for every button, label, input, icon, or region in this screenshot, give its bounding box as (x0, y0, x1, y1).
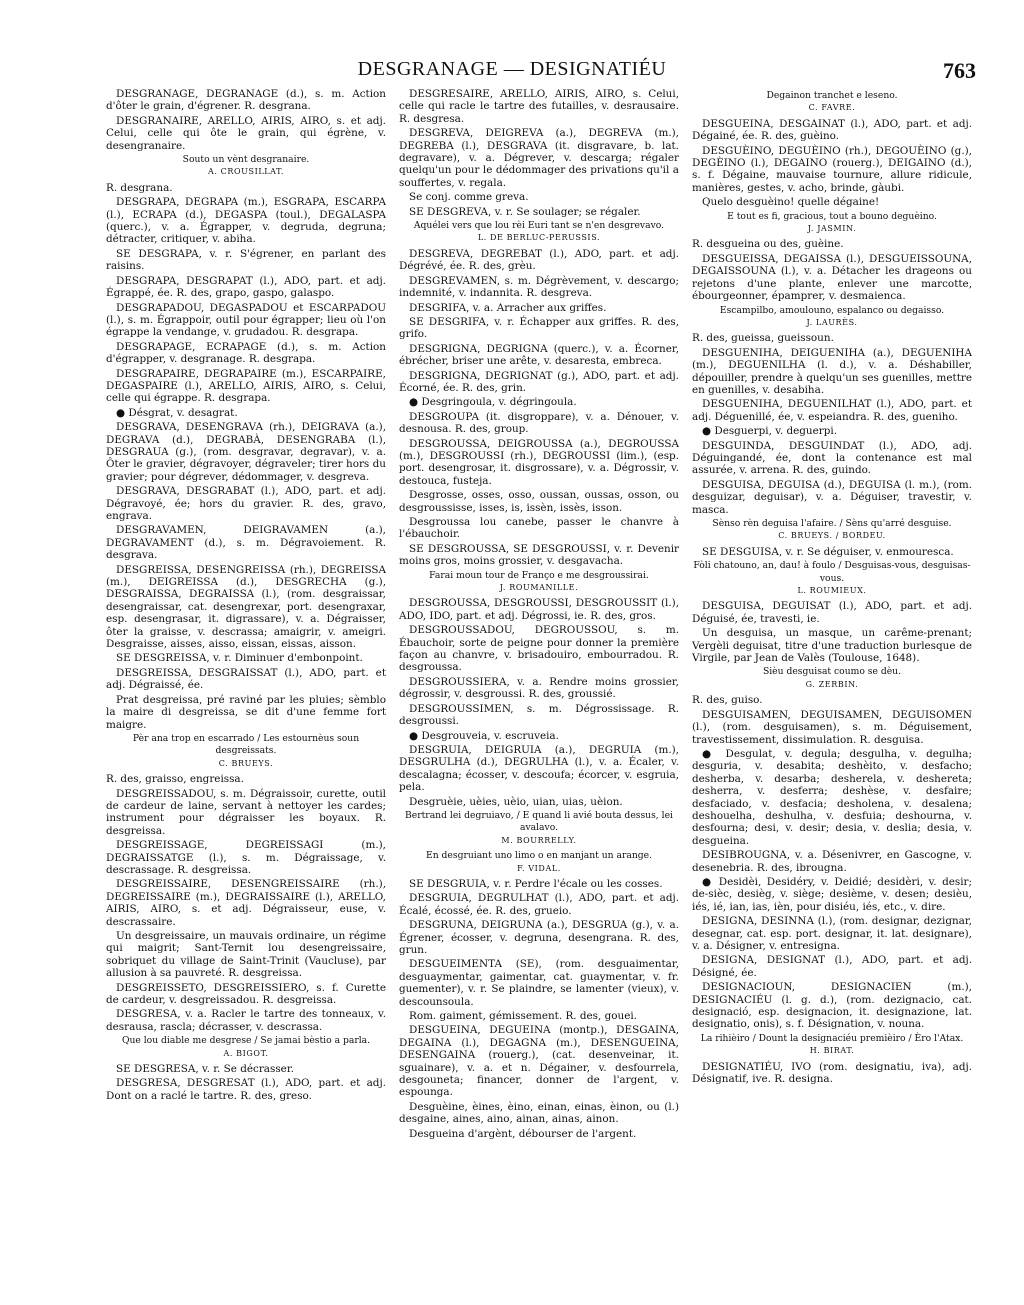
dictionary-entry: DESGROUSSIMEN, s. m. Dégrossissage. R. desgroussi. (399, 702, 679, 728)
dictionary-entry: DESGRUIA, DEGRULHAT (l.), ADO, part. et adj. Écalé, écossé, ée. R. des, grueio. (399, 892, 679, 917)
dictionary-entry: DESGRIFA, v. a. Arracher aux griffes. (409, 301, 607, 314)
dictionary-entry: DESIGNA, DESIGNAT (l.), ADO, part. et adj. Désigné, ée. (692, 954, 972, 979)
dictionary-entry: DESGUISA, DEGUISA (d.), DEGUISA (l. m.), (rom. desguizar, deguisar), v. a. Déguiser, travestir, v. masca. (692, 478, 972, 516)
dictionary-entry: DESGREISSAGE, DEGREISSAGI (m.), DEGRAISSATGE (l.), s. m. Dégraissage, v. descrassage. R. desgreissa. (106, 839, 386, 876)
citation-author: C. BRUEYS. / BORDEU. (778, 531, 886, 541)
quotation: La rihièiro / Dount la designaciéu premièiro / Èro l'Atax. (700, 1032, 964, 1044)
quotation: Fòli chatouno, an, dau! à foulo / Desguisas-vous, desguisas-vous. (693, 560, 971, 584)
dictionary-entry: ● Desgulat, v. degula; desgulha, v. degulha; desguria, v. desabita; deshèito, v. desfacho; desherba, v. desarba; desherela, v. deshereta; desherra, v. desferra; deshèse, v. desfaire; desfaciado, v. desfacia; desholena, v. desalena; deshouelha, deshulha, v. desfuia; deshourna, v. desfourna; desi, v. desir; desia, v. deslia; desia, v. desgueina. (692, 747, 972, 847)
page-header (0, 58, 1024, 88)
dictionary-entry: Rom. gaiment, gémissement. R. des, gouei. (409, 1010, 637, 1023)
dictionary-entry: DESGREISSA, DESENGREISSA (rh.), DEGREISSA (m.), DEIGREISSA (d.), DESGRECHA (g.), DESGRAISSA, DEGRAISSA (l.), (rom. desgraissar, desengraissar, cat. desengrexar, port. desengraxar, esp. desengrasar, it. digrassare), v. a. Dégraisser, ôter la graisse, v. descrassa; amaigrir, v. ameigri. Desgraisse, aisses, aisso, eissan, eissas, aisson. (106, 563, 386, 651)
dictionary-entry: DESGRUIA, DEIGRUIA (a.), DEGRUIA (m.), DESGRULHA (d.), DEGRULHA (l.), v. a. Écaler, v. descalagna; écosser, v. descoufa; écorcer, v. esgruia, pela. (399, 743, 679, 794)
quotation: Que lou diable me desgrese / Se jamai bèstio a parla. (121, 1035, 371, 1047)
dictionary-entry: DESGUEINA, DEGUEINA (montp.), DESGAINA, DEGAINA (l.), DEGAGNA (m.), DESENGUEINA, DESENGAINA (rouerg.), (cat. desenveinar, it. sguainare), v. a. et n. Dégainer, v. desfourrela, desgouneta; financer, donner de l'argent, v. espounga. (399, 1024, 679, 1099)
citation-author: F. VIDAL. (517, 863, 561, 873)
dictionary-entry: DESGRIGNA, DEGRIGNAT (g.), ADO, part. et adj. Écorné, ée. R. des, grin. (399, 369, 679, 394)
citation-author: J. ROUMANILLE. (499, 583, 579, 593)
dictionary-entry: DESGRUNA, DEIGRUNA (a.), DESGRUA (g.), v. a. Égrener, écosser, v. degruna, desengrana. R. des, grun. (399, 919, 679, 956)
dictionary-entry: DESGRAVA, DESGRABAT (l.), ADO, part. et adj. Dégravoyé, ée; hors du gravier. R. des, gravo, engrava. (106, 485, 386, 522)
running-title: DESGRANAGE — DESIGNATIÉU (357, 58, 667, 80)
dictionary-entry: DESGRANAGE, DEGRANAGE (d.), s. m. Action d'ôter le grain, d'égrener. R. desgrana. (106, 88, 386, 113)
dictionary-entry: DESGRESAIRE, ARELLO, AIRIS, AIRO, s. Celui, celle qui racle le tartre des futailles, v. desrausaire. R. desgresa. (399, 88, 679, 125)
dictionary-entry: DESGUEINA, DESGAINAT (l.), ADO, part. et adj. Dégainé, ée. R. des, guèino. (692, 117, 972, 143)
dictionary-entry: DESGROUSSA, DEIGROUSSA (a.), DEGROUSSA (m.), DESGROUSSI (rh.), DEGROUSSI (lim.), (esp. port. desengrosar, it. disgrossare), v. a. Dégrossir, v. destouca, fusteja. (399, 437, 679, 487)
dictionary-entry: DESGRIGNA, DEGRIGNA (querc.), v. a. Écorner, ébrécher, briser une arête, v. desaresta, embreca. (399, 342, 679, 368)
dictionary-entry: DESGREISSA, DESGRAISSAT (l.), ADO, part. et adj. Dégraissé, ée. (106, 666, 386, 692)
dictionary-entry: DESGROUSSA, DESGROUSSI, DESGROUSSIT (l.), ADO, IDO, part. et adj. Dégrossi, ie. R. des, gros. (399, 597, 679, 622)
dictionary-entry: SE DESGRIFA, v. r. Échapper aux griffes. R. des, grifo. (399, 315, 679, 341)
dictionary-entry: DESGUISA, DEGUISAT (l.), ADO, part. et adj. Déguisé, ée, travesti, ie. (692, 600, 972, 625)
column-right (692, 88, 972, 1288)
quotation: Pèr ana trop en escarrado / Les estournèus soun desgreissats. (132, 732, 360, 757)
dictionary-entry: Desgruèie, uèies, uèio, uian, uias, uèion. (409, 795, 623, 808)
dictionary-entry: R. des, guiso. (692, 694, 763, 707)
dictionary-entry: DESIGNA, DESINNA (l.), (rom. designar, dezignar, desegnar, cat. esp. port. designar, it. lat. designare), v. a. Désigner, v. entresigna. (692, 915, 972, 952)
dictionary-columns (106, 88, 972, 1288)
dictionary-entry: SE DESGRESA, v. r. Se décrasser. (116, 1063, 294, 1076)
dictionary-entry: DESGUEISSA, DEGAISSA (l.), DESGUEISSOUNA, DEGAISSOUNA (l.), v. a. Détacher les drageons ou rejetons d'une plante, enlever une marcotte, ébourgeonner, épamprer, v. desmaienca. (692, 252, 972, 303)
quotation: En desgruiant uno limo o en manjant un arange. (426, 850, 652, 862)
quotation: Degainon tranchet e leseno. (766, 90, 898, 101)
dictionary-entry: DESGREVAMEN, s. m. Dégrèvement, v. descargo; indemnité, v. indannita. R. desgreva. (399, 274, 679, 300)
dictionary-entry: DESGRAVAMEN, DEIGRAVAMEN (a.), DEGRAVAMENT (d.), s. m. Dégravoiement. R. desgrava. (106, 524, 386, 562)
dictionary-entry: SE DESGRUIA, v. r. Perdre l'écale ou les cosses. (409, 877, 663, 890)
quotation: Farai moun tour de Franço e me desgroussirai. (429, 569, 649, 581)
dictionary-entry: Desgrosse, osses, osso, oussan, oussas, osson, ou desgroussisse, isses, is, issèn, issès, isson. (399, 489, 679, 514)
citation-author: J. JASMIN. (807, 224, 857, 234)
dictionary-entry: DESGROUSSIERA, v. a. Rendre moins grossier, dégrossir, v. desgroussi. R. des, groussié. (399, 675, 679, 701)
dictionary-entry: R. des, graisso, engreissa. (106, 773, 244, 786)
dictionary-entry: Un desgreissaire, un mauvais ordinaire, un régime qui maigrit; Sant-Ternit lou desengreissaire, sobriquet du village de Saint-Trinit (Vaucluse), par allusion à sa pauvreté. R. desgreissa. (106, 930, 386, 980)
quotation: Aquélei vers que lou rèi Euri tant se n'en desgrevavo. (413, 220, 665, 232)
dictionary-entry: Se conj. comme greva. (409, 191, 529, 204)
citation-author: L. DE BERLUC-PERUSSIS. (477, 233, 601, 243)
dictionary-entry: DESGRESA, v. a. Racler le tartre des tonneaux, v. desrausa, rascla; décrasser, v. descrassa. (106, 1008, 386, 1033)
dictionary-entry: SE DESGUISA, v. r. Se déguiser, v. enmouresca. (702, 545, 954, 558)
dictionary-entry: DESGUENIHA, DEGUENILHAT (l.), ADO, part. et adj. Déguenillé, ée, v. espeiandra. R. des, gueniho. (692, 398, 972, 423)
dictionary-entry: DESGRANAIRE, ARELLO, AIRIS, AIRO, s. et adj. Celui, celle qui ôte le grain, qui égrène, v. desengranaire. (106, 114, 386, 152)
quotation: E tout es fi, gracious, tout a bouno deguèino. (727, 210, 937, 222)
citation-author: C. BRUEYS. (218, 758, 274, 768)
dictionary-entry: DESIBROUGNA, v. a. Désenivrer, en Gascogne, v. desenebria. R. des, ibrougna. (692, 849, 972, 874)
dictionary-entry: DESGRAPAGE, ECRAPAGE (d.), s. m. Action d'égrapper, v. desgranage. R. desgrapa. (106, 340, 386, 366)
column-left (106, 88, 386, 1288)
column-middle (399, 88, 679, 1288)
dictionary-entry: DESGRAPA, DEGRAPA (m.), ESGRAPA, ESCARPA (l.), ECRAPA (d.), DEGASPA (toul.), DEGALASPA (querc.), v. a. Égrapper, v. degruda, degruna; détracter, critiquer, v. abiha. (106, 196, 386, 246)
dictionary-entry: DESGRAPA, DESGRAPAT (l.), ADO, part. et adj. Égrappé, ée. R. des, grapo, gaspo, galaspo. (106, 274, 386, 300)
dictionary-entry: SE DESGROUSSA, SE DESGROUSSI, v. r. Devenir moins gros, moins grossier, v. desgavacha. (399, 542, 679, 568)
dictionary-entry: ● Desguerpi, v. deguerpi. (702, 425, 838, 438)
dictionary-entry: SE DESGREISSA, v. r. Diminuer d'embonpoint. (116, 652, 363, 665)
page-number: 763 (943, 58, 976, 83)
dictionary-entry: DESIGNACIOUN, DESIGNACIEN (m.), DESIGNACIÉU (l. g. d.), (rom. dezignacio, cat. designació, esp. designacion, it. designazione, lat. designatio, onis), s. f. Désignation, v. nouna. (692, 981, 972, 1031)
quotation: Sènso rèn deguisa l'afaire. / Sèns qu'arré desguise. (712, 518, 952, 529)
dictionary-entry: Desgueina d'argènt, débourser de l'argent. (409, 1127, 637, 1140)
dictionary-entry: Desguèine, èines, èino, einan, einas, èinon, ou (l.) desgaine, aines, aino, ainan, ainas, ainon. (399, 1100, 679, 1126)
dictionary-entry: DESGRAPADOU, DEGASPADOU et ESCARPADOU (l.), s. m. Égrappoir, outil pour égrapper; lieu où l'on égrappe la vendange, v. grudadou. R. desgrapa. (106, 301, 386, 339)
citation-author: L. ROUMIEUX. (797, 586, 867, 596)
dictionary-entry: Quelo desguèino! quelle dégaine! (702, 196, 880, 209)
dictionary-entry: DESGUÈINO, DEGUÈINO (rh.), DEGOUÈINO (g.), DEGÈINO (l.), DEGAINO (rouerg.), DEIGAINO (d.), s. f. Dégaine, mauvaise tournure, allure ridicule, manières, gestes, v. acho, brinde, gàubi. (692, 144, 972, 194)
dictionary-entry: DESGROUSSADOU, DEGROUSSOU, s. m. Ébauchoir, sorte de peigne pour donner la première façon au chanvre, v. brisadouiro, embourradou. R. desgroussa. (399, 624, 679, 674)
dictionary-entry: ● Désgrat, v. desagrat. (116, 406, 238, 419)
dictionary-entry: R. desgueina ou des, guèine. (692, 238, 844, 251)
dictionary-entry: DESGREISSADOU, s. m. Dégraissoir, curette, outil de cardeur de laine, servant à nettoyer les cardes; instrument pour dégraisser les boyaux. R. desgreissa. (106, 787, 386, 837)
dictionary-entry: R. des, gueissa, gueissoun. (692, 332, 834, 345)
dictionary-entry: R. desgrana. (106, 181, 173, 194)
dictionary-entry: DESIGNATIÉU, IVO (rom. designatiu, iva), adj. Désignatif, ive. R. designa. (692, 1060, 972, 1086)
dictionary-entry: DESGUENIHA, DEIGUENIHA (a.), DEGUENIHA (m.), DEGUENILHA (l. d.), v. a. Déshabiller, dépouiller, prendre à quelqu'un ses guenilles, mettre en guenilles, v. desabiha. (692, 346, 972, 396)
dictionary-entry: DESGREISSAIRE, DESENGREISSAIRE (rh.), DEGREISSAIRE (m.), DEGRAISSAIRE (l.), ARELLO, AIRIS, AIRO, s. et adj. Dégraisseur, euse, v. descrassaire. (106, 878, 386, 928)
dictionary-entry: DESGRESA, DESGRESAT (l.), ADO, part. et adj. Dont on a raclé le tartre. R. des, greso. (106, 1077, 386, 1102)
citation-author: G. ZERBIN. (805, 679, 859, 689)
dictionary-entry: DESGROUPA (it. disgroppare), v. a. Dénouer, v. desnousa. R. des, group. (399, 410, 679, 436)
citation-author: A. BIGOT. (223, 1048, 269, 1058)
citation-author: J. LAURÈS. (806, 317, 858, 327)
dictionary-entry: Un desguisa, un masque, un carême-prenant; Vergèli deguisat, titre d'une traduction burlesque de Virgile, par Jean de Valès (Toulouse, 1648). (692, 627, 972, 665)
dictionary-entry: DESGREVA, DEGREBAT (l.), ADO, part. et adj. Dégrévé, ée. R. des, grèu. (399, 247, 679, 273)
dictionary-entry: ● Desidèi, Desidéry, v. Deidié; desidèri, v. desir; de-sièc, desièg, v. siège; desième, v. desen; desièu, iés, ié, ian, ias, ièn, pour disiéu, iés, etc., v. dire. (692, 875, 972, 913)
quotation: Escampilbo, amoulouno, espalanco ou degaisso. (719, 304, 945, 316)
dictionary-entry: DESGRAPAIRE, DEGRAPAIRE (m.), ESCARPAIRE, DEGASPAIRE (l.), ARELLO, AIRIS, AIRO, s. Celui, celle qui égrappe. R. desgrapa. (106, 367, 386, 405)
dictionary-entry: DESGUEIMENTA (SE), (rom. desguaimentar, desguaymentar, gaimentar, cat. guaymentar, v. fr. guementer), v. r. Se plaindre, se lamenter (vieux), v. descounsoula. (399, 958, 679, 1008)
quotation: Souto un vènt desgranaire. (182, 154, 310, 166)
dictionary-entry: SE DESGREVA, v. r. Se soulager; se régaler. (409, 205, 641, 218)
dictionary-entry: DESGUISAMEN, DEGUISAMEN, DEGUISOMEN (l.), (rom. desguisamen), s. m. Déguisement, travestissement, dissimulation. R. desguisa. (692, 708, 972, 746)
dictionary-entry: DESGREISSETO, DESGREISSIERO, s. f. Curette de cardeur, v. desgreissadou. R. desgreissa. (106, 981, 386, 1007)
dictionary-entry: Desgroussa lou canebe, passer le chanvre à l'ébauchoir. (399, 516, 679, 541)
quotation: Bertrand lei degruiavo, / E quand li avié bouta dessus, lei avalavo. (405, 809, 673, 834)
citation-author: M. BOURRELLY. (501, 835, 577, 845)
citation-author: A. CROUSILLAT. (207, 167, 285, 177)
citation-author: H. BIRAT. (809, 1046, 855, 1056)
dictionary-entry: DESGRAVA, DESENGRAVA (rh.), DEIGRAVA (a.), DEGRAVA (d.), DEGRABÀ, DESENGRABA (l.), DESGRAUA (g.), (rom. desgravar, degravar), v. a. Ôter le gravier, dégravoyer, dégraveler; tirer hors du gravier; pour dégrever, dédommager, v. desgreva. (106, 421, 386, 483)
dictionary-entry: Prat desgreissa, pré raviné par les pluies; sèmblo la maire di desgreissa, se dit d'une femme fort maigre. (106, 693, 386, 731)
dictionary-entry: DESGUINDA, DESGUINDAT (l.), ADO, adj. Déguingandé, ée, dont la contenance est mal assurée, v. arrena. R. des, guindo. (692, 439, 972, 477)
citation-author: C. FAVRE. (808, 103, 856, 113)
dictionary-entry: DESGREVA, DEIGREVA (a.), DEGREVA (m.), DEGREBA (l.), DESGRAVA (it. disgravare, b. lat. degravare), v. a. Dégrever, v. descarga; régaler quelqu'un pour le dédommager des privations qu'il a souffertes, v. regala. (399, 127, 679, 189)
dictionary-entry: ● Desgringoula, v. dégringoula. (409, 396, 577, 409)
dictionary-entry: SE DESGRAPA, v. r. S'égrener, en parlant des raisins. (106, 247, 386, 273)
dictionary-entry: ● Desgrouveia, v. escruveia. (409, 729, 559, 742)
quotation: Sièu desguisat coumo se dèu. (762, 666, 902, 678)
